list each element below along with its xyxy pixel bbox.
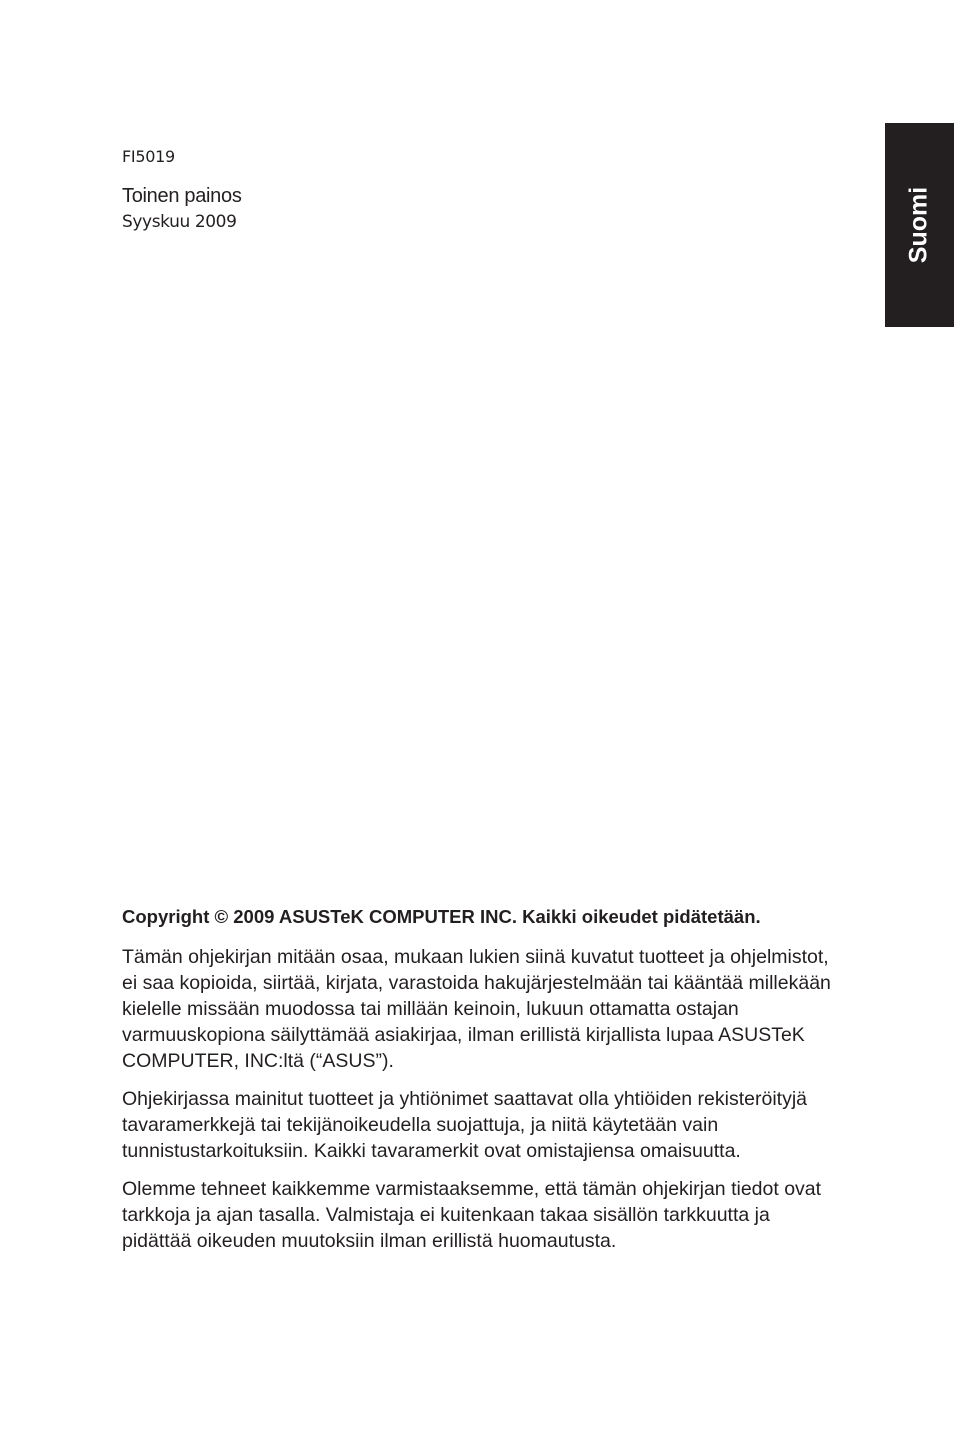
legal-paragraph-reproduction: Tämän ohjekirjan mitään osaa, mukaan lukien siinä kuvatut tuotteet ja ohjelmistot, ei saa kopioida, siirtää, kirjata, varastoida hakujärjestelmään tai kääntää millekään kielelle missään muodossa tai millään keinoin, lukuun ottamatta ostajan varmuuskopiona säilyttämää asiakirjaa, ilman erillistä kirjallista lupaa ASUSTeK COMPUTER, INC:ltä (“ASUS”). (122, 946, 831, 1072)
document-code: FI5019 (122, 147, 175, 166)
copyright-notice: Copyright © 2009 ASUSTeK COMPUTER INC. Kaikki oikeudet pidätetään. (122, 906, 761, 927)
edition-label: Toinen painos (122, 185, 242, 207)
language-tab-label: Suomi (904, 186, 933, 264)
publication-date: Syyskuu 2009 (122, 212, 237, 232)
legal-paragraph-disclaimer: Olemme tehneet kaikkemme varmistaaksemme, että tämän ohjekirjan tiedot ovat tarkkoja ja ajan tasalla. Valmistaja ei kuitenkaan takaa sisällön tarkkuutta ja pidättää oikeuden muutoksiin ilman erillistä huomautusta. (122, 1178, 822, 1252)
legal-section (122, 904, 842, 1266)
language-tab (885, 123, 954, 327)
legal-paragraph-trademarks: Ohjekirjassa mainitut tuotteet ja yhtiönimet saattavat olla yhtiöiden rekisteröityjä tavaramerkkejä tai tekijänoikeudella suojattuja, ja niitä käytetään vain tunnistustarkoituksiin. Kaikki tavaramerkit ovat omistajiensa omaisuutta. (122, 1088, 808, 1162)
